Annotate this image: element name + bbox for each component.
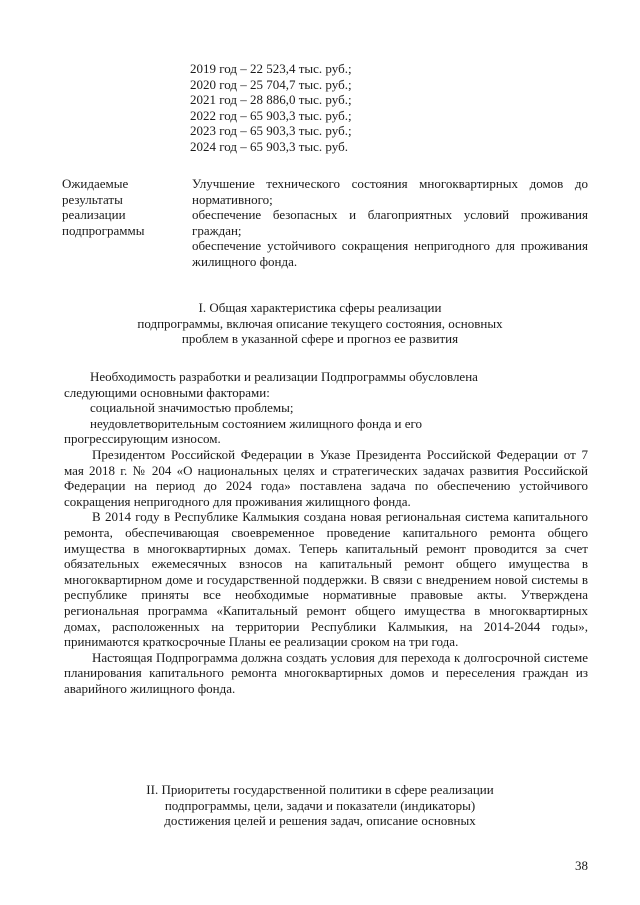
expected-result-item: обеспечение безопасных и благоприятных условий проживания граждан; — [192, 207, 588, 238]
section-1-body — [64, 369, 588, 696]
section-1-heading — [40, 300, 600, 347]
funding-line: 2024 год – 65 903,3 тыс. руб. — [190, 138, 348, 154]
funding-line: 2020 год – 25 704,7 тыс. руб.; — [190, 76, 352, 92]
paragraph: Президентом Российской Федерации в Указе Президента Российской Федерации от 7 мая 2018 г. № 204 «О национальных целях и стратегических задачах развития Российской Федерации на период до 2024 года» поставлена задача по обеспечению устойчивого сокращения непригодного для проживания жилищного фонда. — [64, 446, 588, 509]
heading-line: подпрограммы, цели, задачи и показатели (индикаторы) — [164, 797, 476, 813]
paragraph: В 2014 году в Республике Калмыкия создана новая региональная система капитального ремонта, обеспечивающая своевременное проведение капитального ремонта общего имущества в многоквартирных домах. Теперь капитальный ремонт проводится за счет обязательных ежемесячных взносов на капитальный ремонт общего имущества в многоквартирном доме и государственной поддержки. В связи с внедрением новой системы в республике приняты все необходимые нормативные правовые акты. Утверждена региональная программа «Капитальный ремонт общего имущества в многоквартирных домах, расположенных на территории Республики Калмыкия, на 2014-2044 годы», принимаются краткосрочные Планы ее реализации сроком на три года. — [64, 509, 588, 650]
heading-line: I. Общая характеристика сферы реализации — [198, 300, 442, 315]
paragraph: социальной значимостью проблемы; — [90, 400, 294, 416]
paragraph-continuation: следующими основными факторами: — [64, 384, 270, 400]
funding-by-year — [190, 61, 440, 155]
page-number: 38 — [575, 858, 588, 873]
funding-line: 2023 год – 65 903,3 тыс. руб.; — [190, 123, 352, 139]
section-2-heading — [40, 782, 600, 829]
funding-line: 2022 год – 65 903,3 тыс. руб.; — [190, 107, 352, 123]
heading-line: подпрограммы, включая описание текущего состояния, основных — [137, 315, 503, 331]
funding-line: 2019 год – 22 523,4 тыс. руб.; — [190, 61, 352, 76]
expected-result-item: Улучшение технического состояния многоквартирных домов до нормативного; — [192, 176, 588, 207]
paragraph: неудовлетворительным состоянием жилищного фонда и его — [90, 415, 423, 431]
funding-line: 2021 год – 28 886,0 тыс. руб.; — [190, 92, 352, 108]
expected-result-item: обеспечение устойчивого сокращения непригодного для проживания жилищного фонда. — [192, 238, 588, 269]
heading-line: II. Приоритеты государственной политики в сфере реализации — [146, 782, 494, 797]
expected-results-text — [192, 176, 588, 270]
expected-results-label: Ожидаемые результаты реализации подпрограммы — [62, 176, 145, 238]
heading-line: достижения целей и решения задач, описание основных — [164, 813, 476, 829]
paragraph: Необходимость разработки и реализации Подпрограммы обусловлена — [90, 369, 478, 384]
paragraph: Настоящая Подпрограмма должна создать условия для перехода к долгосрочной системе планирования капитального ремонта многоквартирных домов и переселения граждан из аварийного жилищного фонда. — [64, 649, 588, 696]
paragraph-continuation: прогрессирующим износом. — [64, 431, 221, 447]
heading-line: проблем в указанной сфере и прогноз ее развития — [181, 331, 459, 347]
